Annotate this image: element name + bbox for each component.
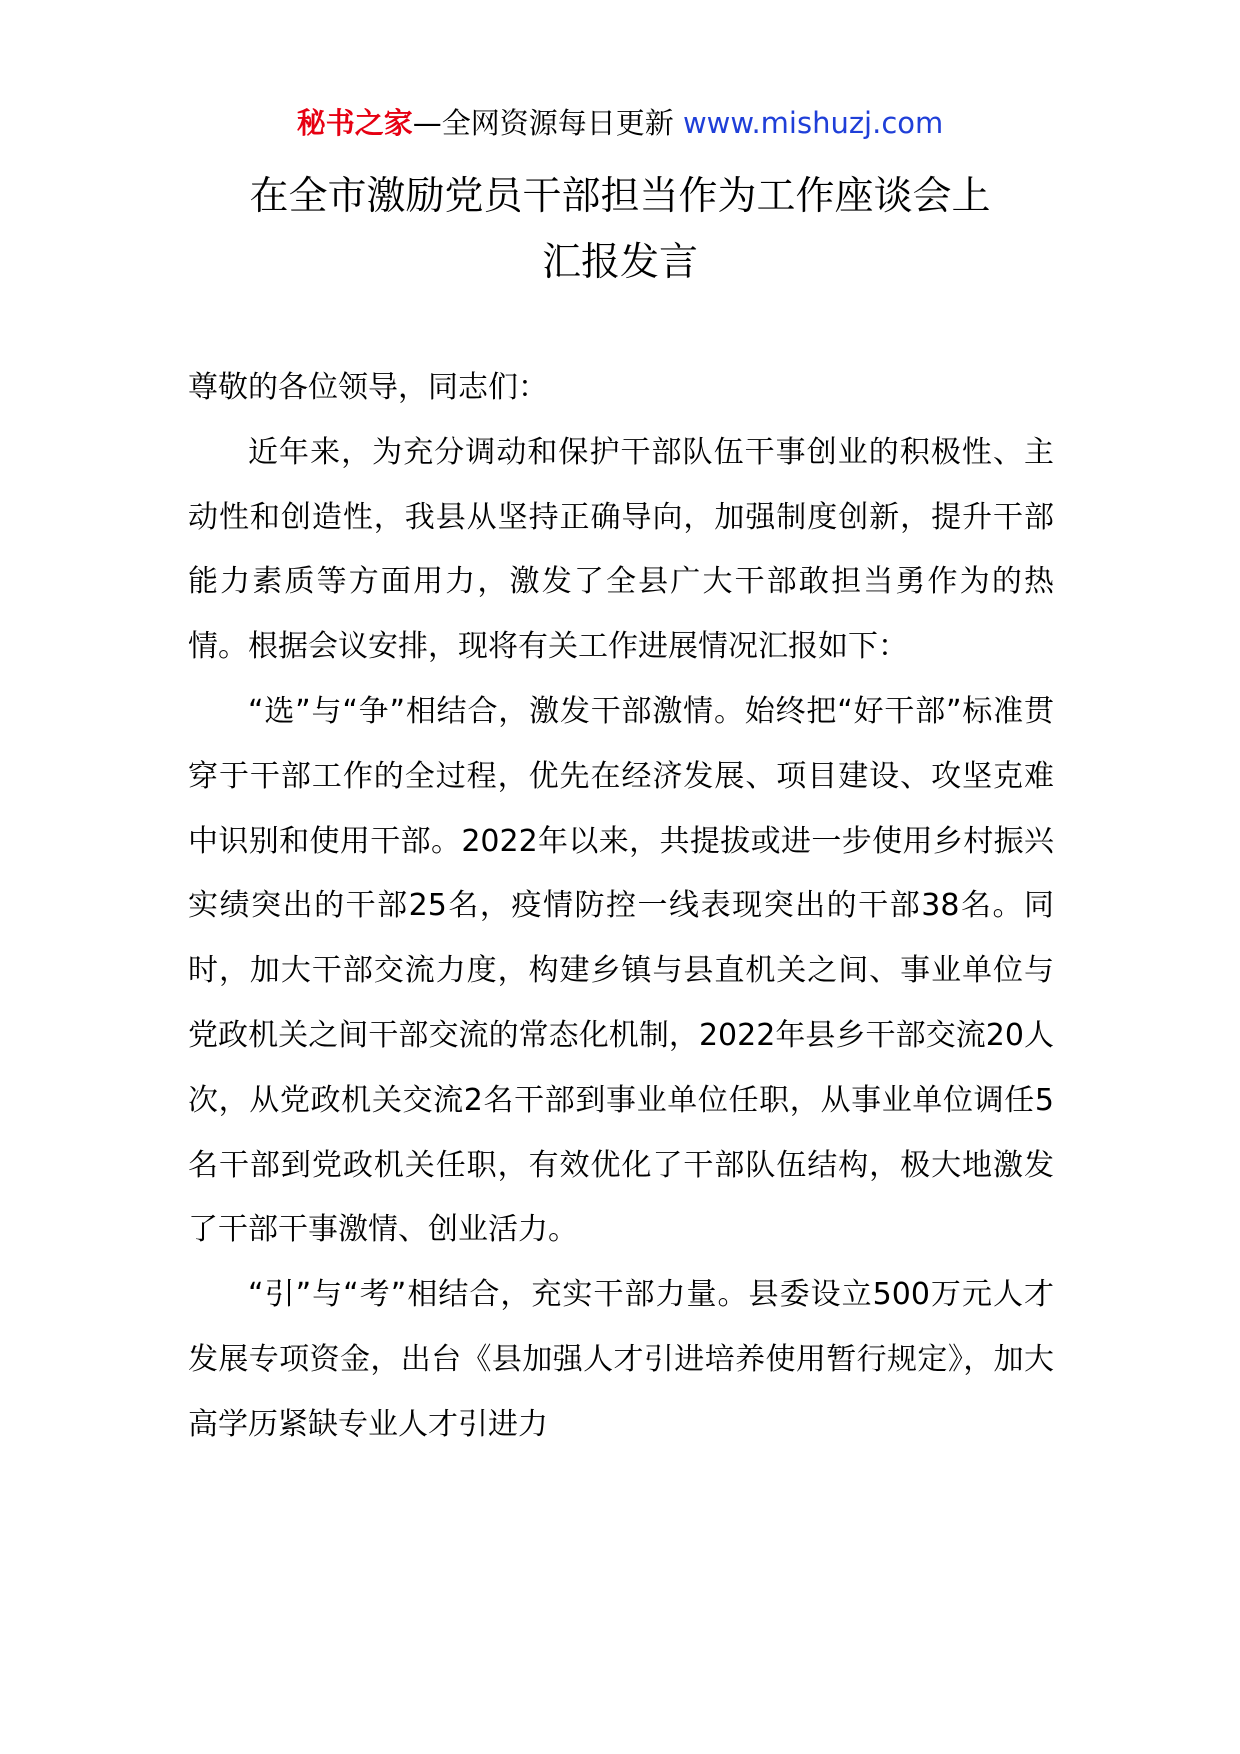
paragraph-section-2: “引”与“考”相结合，充实干部力量。县委设立500万元人才发展专项资金，出台《县加强人才引进培养使用暂行规定》，加大高学历紧缺专业人才引进力: [188, 1277, 1054, 1442]
title-line-2: 汇报发言: [541, 240, 698, 285]
site-header: [0, 103, 1240, 143]
paragraph-section-1: “选”与“争”相结合，激发干部激情。始终把“好干部”标准贯穿于干部工作的全过程，优先在经济发展、项目建设、攻坚克难中识别和使用干部。2022年以来，共提拔或进一步使用乡村振兴实绩突出的干部25名，疫情防控一线表现突出的干部38名。同时，加大干部交流力度，构建乡镇与县直机关之间、事业单位与党政机关之间干部交流的常态化机制，2022年县乡干部交流20人次，从党政机关交流2名干部到事业单位任职，从事业单位调任5名干部到党政机关任职，有效优化了干部队伍结构，极大地激发了干部干事激情、创业活力。: [188, 693, 1054, 1248]
paragraph-intro: 近年来，为充分调动和保护干部队伍干事创业的积极性、主动性和创造性，我县从坚持正确导向，加强制度创新，提升干部能力素质等方面用力，激发了全县广大干部敢担当勇作为的热情。根据会议安排，现将有关工作进展情况汇报如下：: [188, 434, 1054, 665]
title-line-1: 在全市激励党员干部担当作为工作座谈会上: [249, 174, 991, 219]
document-title: [0, 164, 1240, 296]
document-body: [188, 356, 1054, 1458]
site-brand: 秘书之家: [296, 106, 413, 140]
salutation: 尊敬的各位领导，同志们：: [188, 370, 548, 405]
site-tagline: —全网资源每日更新: [412, 106, 683, 140]
site-url-link[interactable]: www.mishuzj.com: [682, 106, 944, 140]
